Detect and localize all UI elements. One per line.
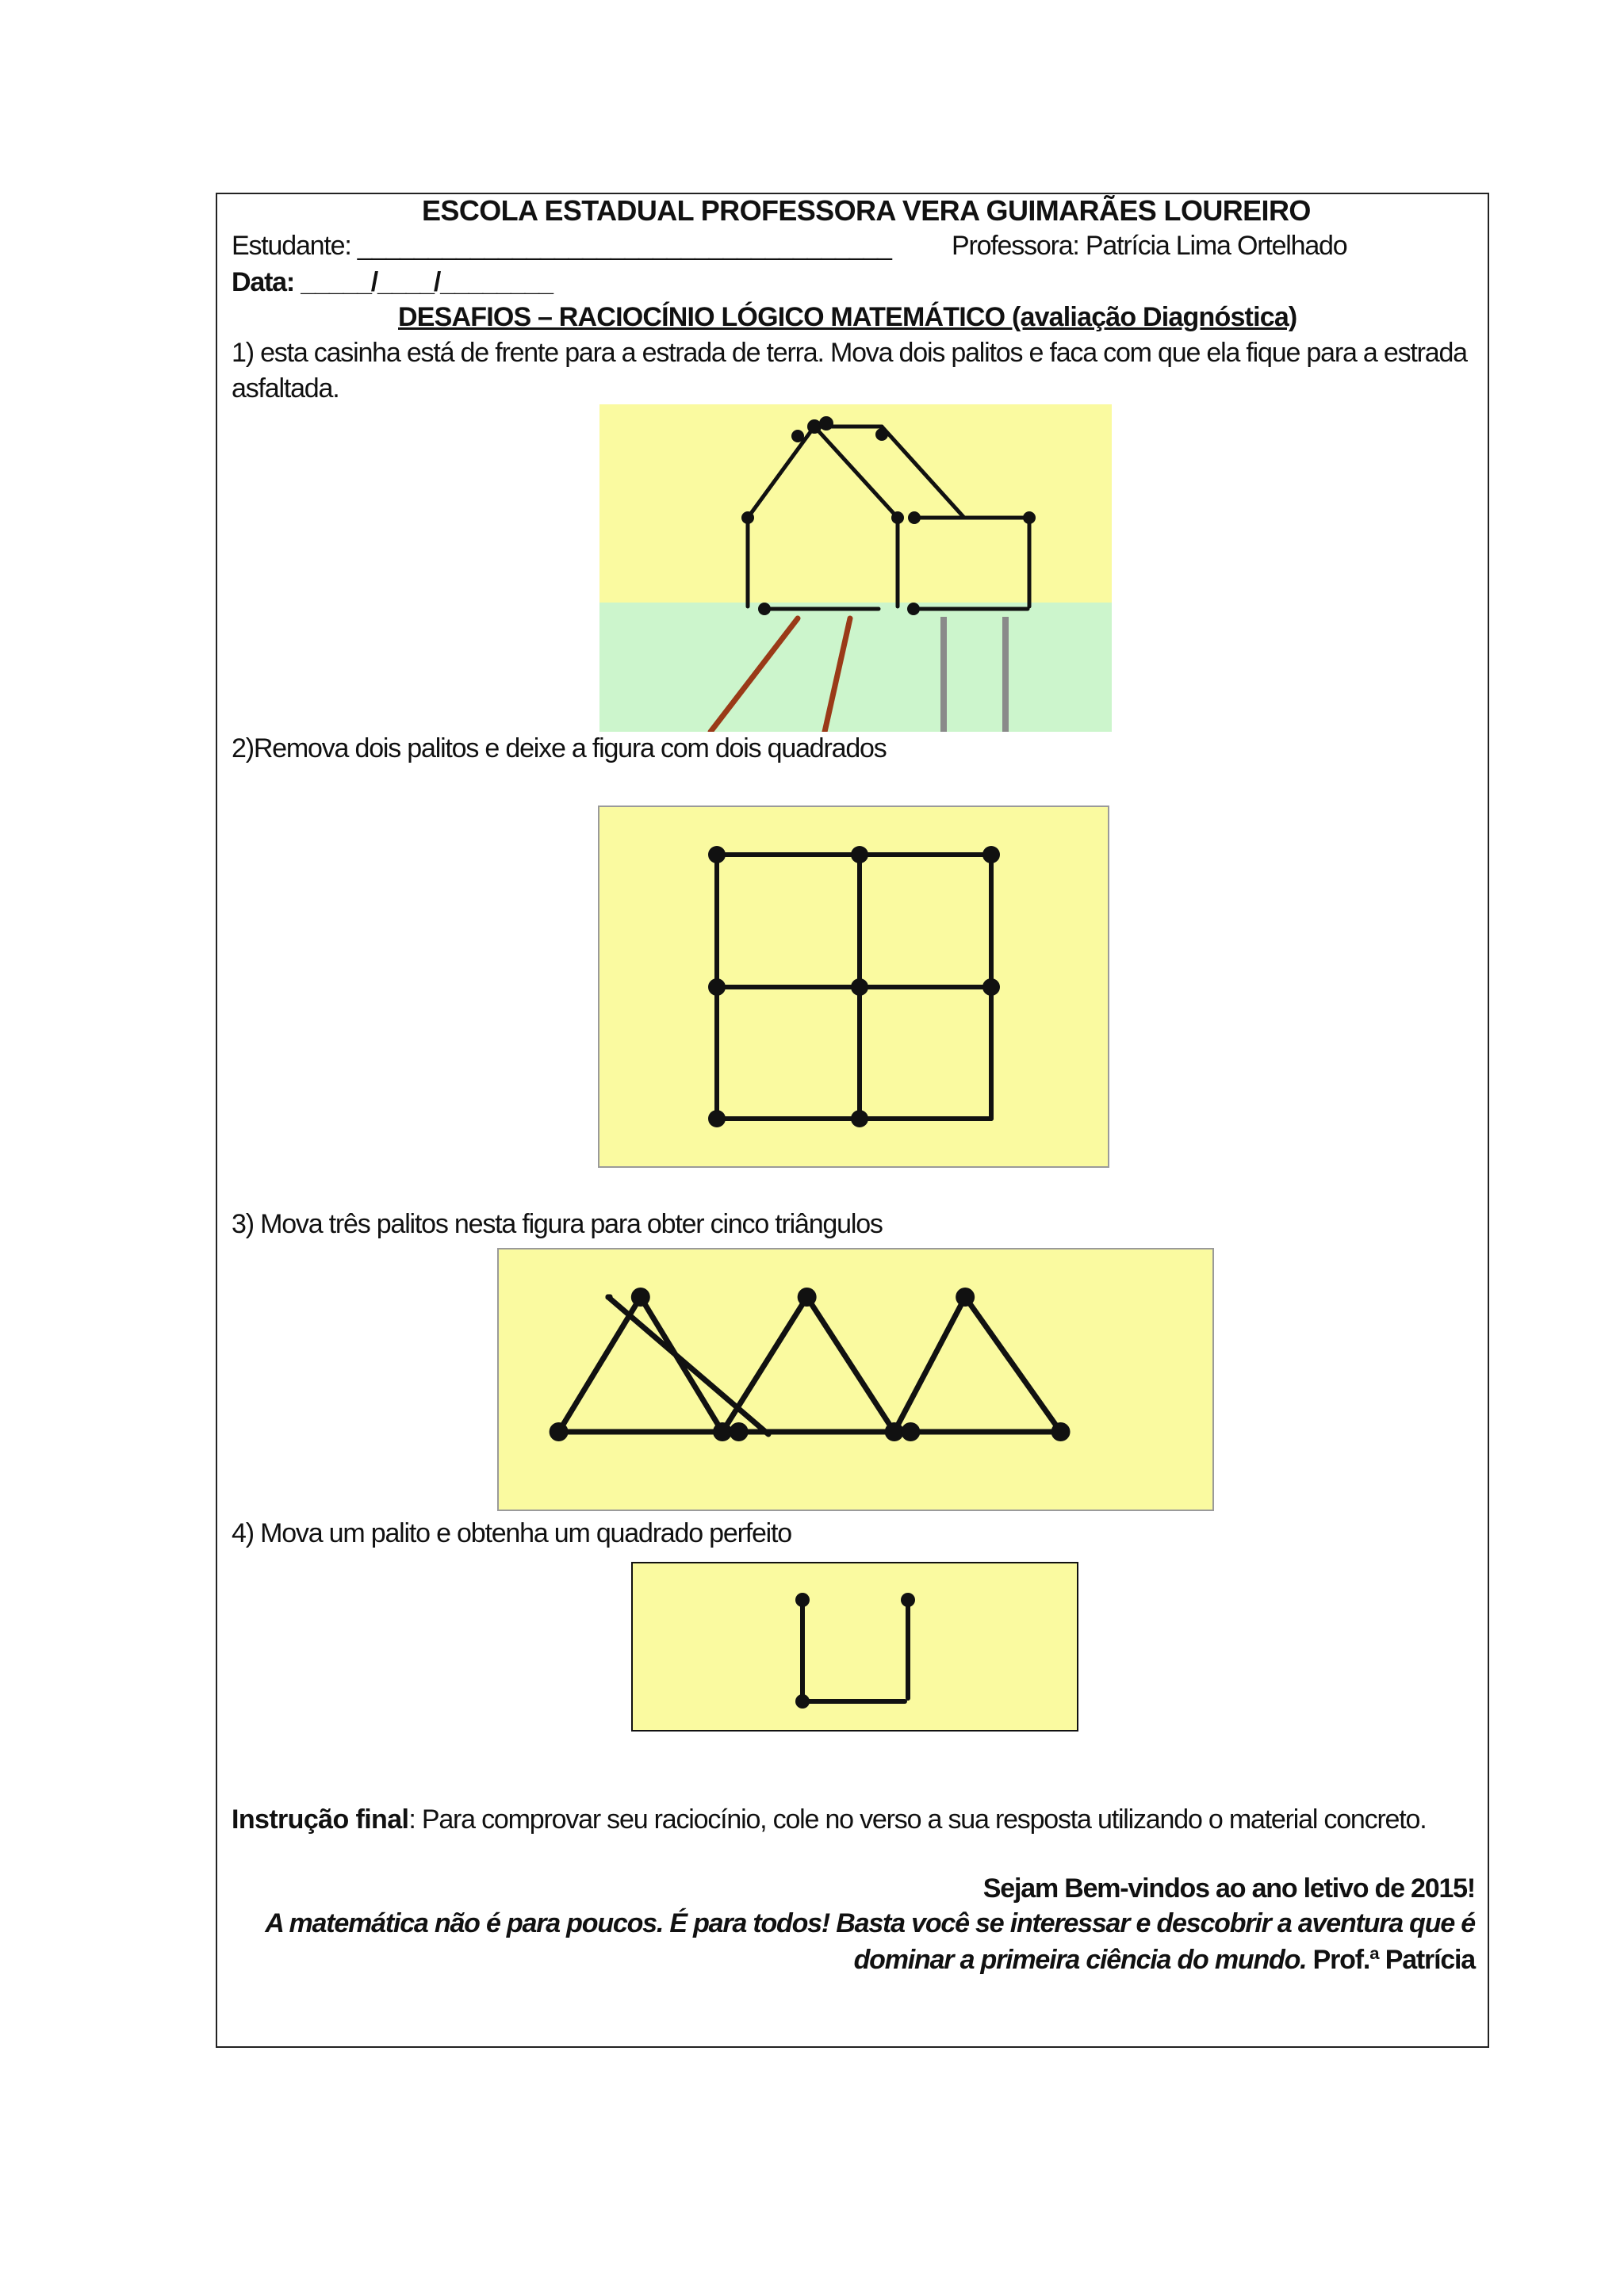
match-head (901, 1422, 920, 1441)
final-instruction-label: Instrução final (232, 1804, 409, 1835)
match-head (1051, 1422, 1071, 1441)
triangle-stick (641, 1297, 722, 1432)
question-4-text: 4) Mova um palito e obtenha um quadrado perfeito (232, 1518, 791, 1548)
school-name: ESCOLA ESTADUAL PROFESSORA VERA GUIMARÃES LOUREIRO (422, 194, 1311, 227)
match-head (550, 1422, 569, 1441)
quote-line-2 (854, 1944, 1475, 1976)
final-instruction-text: : Para comprovar seu raciocínio, cole no verso a sua resposta utilizando o material concreto. (408, 1804, 1427, 1835)
triangle-stick (559, 1297, 641, 1432)
match-head (798, 1288, 817, 1307)
quote-line-1: A matemática não é para poucos. É para todos! Basta você se interessar e descobrir a aventura que é (265, 1908, 1475, 1938)
match-head (631, 1288, 650, 1307)
triangle-stick (894, 1297, 965, 1432)
match-head (713, 1422, 732, 1441)
triangle-stick (722, 1297, 807, 1432)
date-field: Data: _____/____/________ (232, 267, 553, 297)
final-instruction (232, 1804, 1426, 1835)
question-1-text: 1) esta casinha está de frente para a estrada de terra. Mova dois palitos e faca com que ela fique para a estrada (232, 338, 1467, 368)
question-2-text: 2)Remova dois palitos e deixe a figura com dois quadrados (232, 733, 887, 763)
worksheet-subtitle: DESAFIOS – RACIOCÍNIO LÓGICO MATEMÁTICO (avaliação Diagnóstica) (398, 302, 1297, 332)
quote-line-2-text: dominar a primeira ciência do mundo. (853, 1945, 1307, 1975)
teacher-name: Professora: Patrícia Lima Ortelhado (952, 231, 1347, 261)
match-head (956, 1288, 975, 1307)
match-head (730, 1422, 749, 1441)
signature: Prof.ª Patrícia (1306, 1945, 1475, 1975)
triangle-stick (965, 1297, 1060, 1432)
match-head (885, 1422, 904, 1441)
house-matchstick-figure (599, 404, 1112, 732)
question-3-text: 3) Mova três palitos nesta figura para obter cinco triângulos (232, 1209, 883, 1239)
open-square-matchstick-figure (631, 1562, 1080, 1732)
welcome-message: Sejam Bem-vindos ao ano letivo de 2015! (982, 1873, 1475, 1904)
question-1-text-cont: asfaltada. (232, 373, 339, 404)
student-name-field: Estudante: ______________________________________ (232, 231, 891, 261)
triangle-stick (807, 1297, 894, 1432)
squares-matchstick-figure (598, 806, 1109, 1168)
triangles-sticks-overlay (497, 1248, 1214, 1511)
